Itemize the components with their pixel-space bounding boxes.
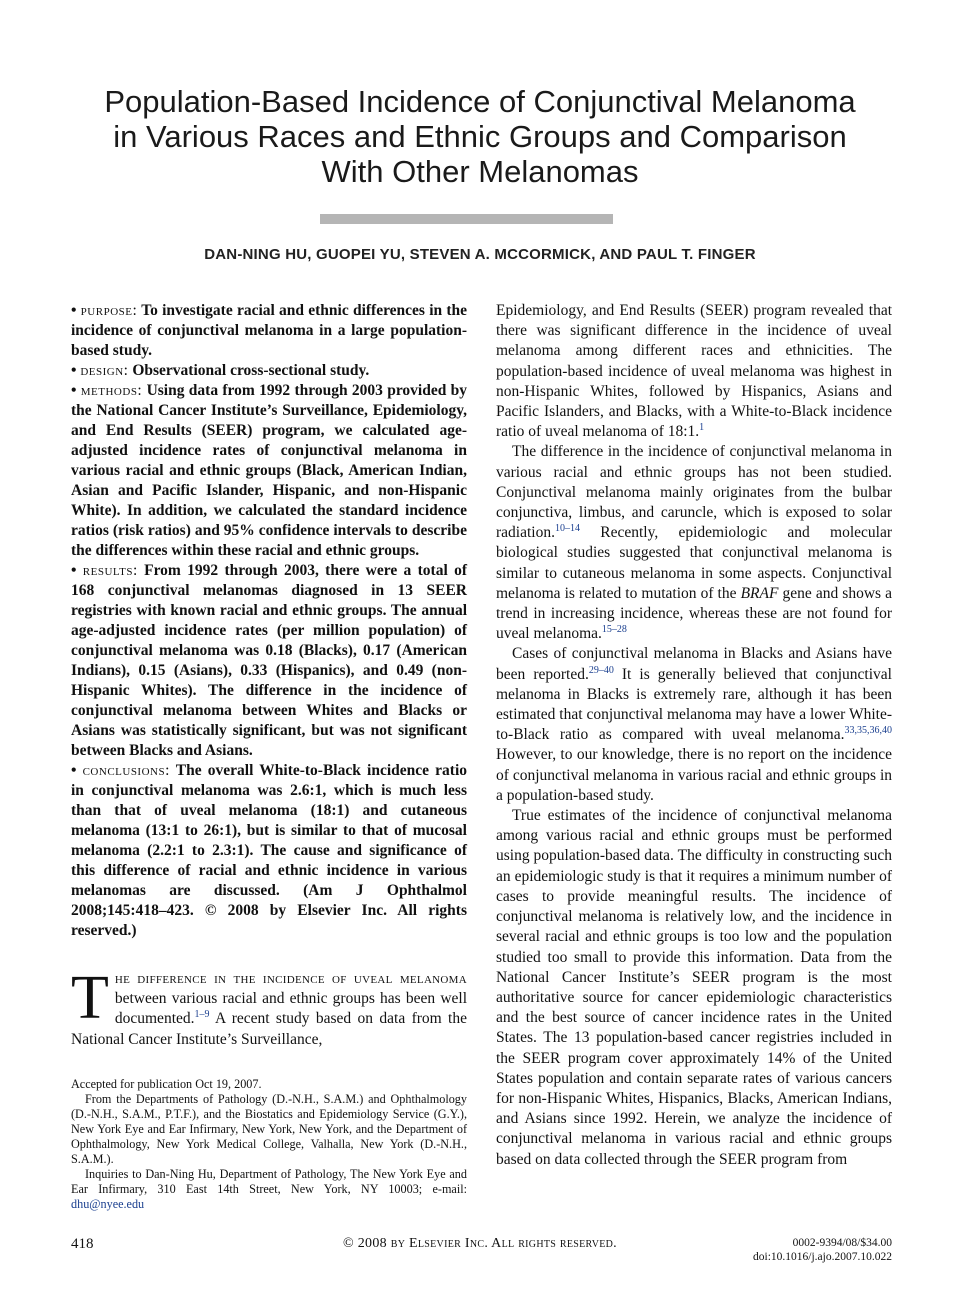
abstract-label: conclusions: (82, 762, 170, 779)
right-column (496, 301, 892, 1170)
citation-link[interactable]: 10–14 (554, 523, 580, 535)
footnote-accepted: Accepted for publication Oct 19, 2007. (71, 1077, 262, 1091)
abstract-label: methods: (80, 382, 143, 399)
publication-ids (753, 1236, 892, 1264)
citation-link[interactable]: 29–40 (588, 664, 614, 676)
abstract-text: Using data from 1992 through 2003 provided by the National Cancer Institute’s Surveillance, Epidemiology, and End Results (SEER) program, we calculated age-adjusted incidence rates of conjunctival melanoma in various racial and ethnic groups (Black, American Indian, Asian and Pacific Islander, Hispanic, and non-Hispanic White). In addition, we calculated the standard incidence ratios (risk ratios) and 95% confidence intervals to describe the differences within these racial and ethnic groups. (71, 382, 468, 559)
abstract-text: Observational cross-sectional study. (132, 362, 370, 379)
bullet: • (71, 302, 77, 319)
author-list: DAN-NING HU, GUOPEI YU, STEVEN A. MCCORMICK, AND PAUL T. FINGER (204, 246, 756, 263)
body-text: However, to our knowledge, there is no report on the incidence of conjunctival melanoma in various racial and ethnic groups in a population-based study. (496, 746, 892, 804)
title-line: With Other Melanomas (321, 154, 639, 189)
abstract-text: From 1992 through 2003, there were a total of 168 conjunctival melanomas diagnosed in 13 SEER registries with known racial and ethnic groups. The annual age-adjusted incidence rates (per million population) of conjunctival melanoma was 0.18 (Blacks), 0.17 (American Indians), 0.15 (Asians), 0.33 (Hispanics), and 0.49 (non-Hispanic Whites). The difference in the incidence of conjunctival melanoma between Whites and Blacks or Asians was statistically significant, but was not significant between Blacks and Asians. (71, 562, 468, 759)
left-column (71, 301, 467, 1050)
title-line: Population-Based Incidence of Conjunctival Melanoma (104, 84, 856, 119)
body-text: It is generally believed that conjunctival melanoma in Blacks is extremely rare, although it has been estimated that conjunctival melanoma may have a lower White-to-Black ratio as compared with uveal melanoma. (496, 665, 892, 744)
abstract-text: The overall White-to-Black incidence ratio in conjunctival melanoma was 2.6:1, which is much less than that of uveal melanoma (18:1) and cutaneous melanoma (13:1 to 26:1), but is similar to that of mucosal melanoma (2.2:1 to 2.3:1). The cause and significance of this difference of racial and ethnic incidence in various melanomas are discussed. (Am J Ophthalmol 2008;145:418–423. © 2008 by Elsevier Inc. All rights reserved.) (71, 762, 467, 939)
bullet: • (71, 362, 77, 379)
abstract-text: To investigate racial and ethnic differences in the incidence of conjunctival melanoma in a large population-based study. (71, 302, 468, 359)
intro-text: between various racial and ethnic groups has been well documented. (114, 990, 467, 1028)
article-title (60, 84, 900, 189)
abstract-methods (71, 381, 467, 561)
drop-cap: T (71, 964, 109, 1032)
gene-name: BRAF (740, 584, 779, 602)
citation-link[interactable]: 15–28 (601, 624, 627, 636)
issn: 0002-9394/08/$34.00 (792, 1237, 892, 1249)
body-text: gene and shows a trend in increasing incidence, whereas these are not found for uveal melanoma. (496, 584, 892, 643)
body-paragraph (496, 644, 892, 806)
title-divider (320, 214, 613, 224)
doi: doi:10.1016/j.ajo.2007.10.022 (753, 1251, 892, 1263)
abstract-label: purpose: (80, 302, 138, 319)
body-text: Cases of conjunctival melanoma in Blacks and Asians have been reported. (496, 645, 892, 683)
inquiries-text: Inquiries to Dan-Ning Hu, Department of Pathology, The New York Eye and Ear Infirmary, 310 East 14th Street, New York, NY 10003; e-mail: (71, 1167, 467, 1196)
citation-link[interactable]: 1–9 (194, 1009, 210, 1021)
abstract-label: design: (80, 362, 129, 379)
bullet: • (71, 382, 77, 399)
body-paragraph: True estimates of the incidence of conjunctival melanoma among various racial and ethnic groups must be performed using population-based data. The difficulty in constructing such an epidemiologic study is that it requires a minimum number of cases to provide meaningful results. The incidence of conjunctival melanoma is relatively low, and the incidence in several racial and ethnic groups is too low and the population studied too small to provide this information. Data from the National Cancer Institute’s SEER program is the most authoritative source for cancer epidemiologic characteristics and the best source of cancer incidence rates in the United States. The 13 population-based cancer registries included in the SEER program cover approximately 14% of the United States population and contain separate rates of various cancers for non-Hispanic Whites, Hispanics, Blacks, American Indians, and Asians since 1992. Herein, we analyze the incidence of conjunctival melanoma in various racial and ethnic groups based on data collected through the SEER program from (496, 807, 892, 1168)
abstract-purpose (71, 301, 467, 361)
abstract-results (71, 561, 467, 761)
intro-text: A recent study based on data from the National Cancer Institute’s Surveillance, (71, 1010, 467, 1048)
bullet: • (71, 562, 77, 579)
page-number: 418 (71, 1236, 94, 1252)
title-line: in Various Races and Ethnic Groups and Comparison (113, 119, 847, 154)
citation-link[interactable]: 33,35,36,40 (844, 725, 892, 737)
footnotes (71, 1077, 467, 1212)
citation-link[interactable]: 1 (699, 422, 705, 434)
abstract-design (71, 361, 467, 381)
body-paragraph (496, 442, 892, 644)
abstract-label: results: (82, 562, 138, 579)
introduction (71, 964, 467, 1050)
intro-paragraph (71, 964, 467, 1050)
footnote-affiliations: From the Departments of Pathology (D.-N.H., S.A.M.) and Ophthalmology (D.-N.H., S.A.M., P.T.F.), and the Biostatics and Epidemiology Service (G.Y.), New York Eye and Ear Infirmary, New York, New York, and the Department of Ophthalmology, New York Medical College, Valhalla, New York (D.-N.H., S.A.M.). (71, 1092, 467, 1166)
body-text: The difference in the incidence of conjunctival melanoma in various racial and ethnic groups has not been studied. Conjunctival melanoma mainly originates from the bulbar conjunctiva, limbus, and caruncle, which is exposed to solar radiation. (496, 443, 892, 542)
abstract-conclusions (71, 761, 467, 941)
body-paragraph (496, 301, 892, 442)
body-text: Epidemiology, and End Results (SEER) program revealed that there was significant difference in the incidence of uveal melanoma among different races and ethnicities. The population-based incidence of uveal melanoma was highest in non-Hispanic Whites, followed by Hispanics, Asians and Pacific Islanders, and Blacks, with a White-to-Black incidence ratio of uveal melanoma of 18:1. (496, 302, 892, 441)
body-text: Recently, epidemiologic and molecular biological studies suggested that conjunctival melanoma is similar to cutaneous melanoma in some aspects. Conjunctival melanoma is related to mutation of the (496, 524, 892, 602)
copyright-notice: © 2008 by Elsevier Inc. All rights reserved. (343, 1236, 617, 1251)
email-link[interactable]: dhu@nyee.edu (71, 1197, 145, 1211)
bullet: • (71, 762, 77, 779)
footnote-inquiries (71, 1167, 467, 1212)
intro-small-caps: he difference in the incidence of uveal melanoma (114, 970, 467, 987)
